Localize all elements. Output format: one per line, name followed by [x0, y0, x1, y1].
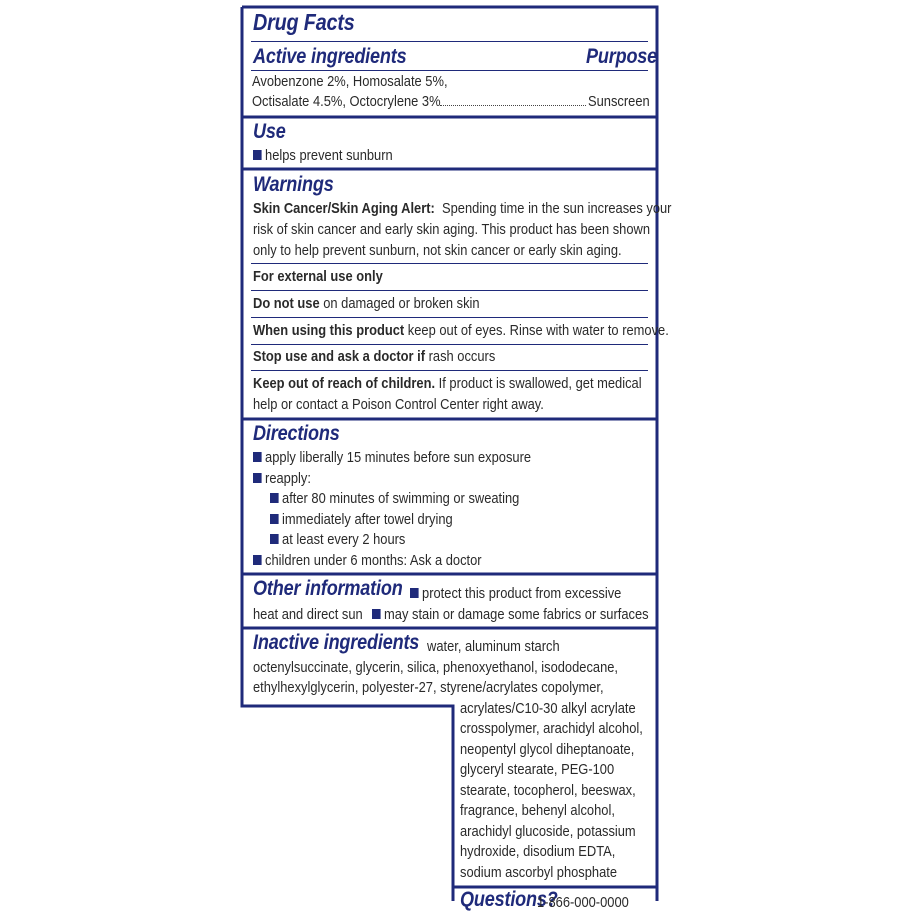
inactive-line: ethylhexylglycerin, polyester-27, styrene/acrylates copolymer,: [253, 679, 604, 696]
warnings-heading: Warnings: [253, 173, 334, 196]
bullet-square-icon: [253, 452, 262, 462]
bullet-square-icon: [372, 609, 381, 619]
bullet-square-icon: [253, 473, 262, 483]
inactive-line: sodium ascorbyl phosphate: [460, 864, 618, 881]
use-heading: Use: [253, 120, 286, 143]
other-item-1-line-2: heat and direct sun: [253, 606, 363, 623]
inactive-line: acrylates/C10-30 alkyl acrylate: [460, 700, 636, 717]
inactive-line: crosspolymer, arachidyl alcohol,: [460, 720, 643, 737]
inactive-line: octenylsuccinate, glycerin, silica, phenoxyethanol, isododecane,: [253, 659, 619, 676]
bullet-square-icon: [270, 534, 279, 544]
active-rule: [251, 70, 648, 71]
purpose-heading: Purpose: [586, 45, 658, 68]
do-not-use: Do not use on damaged or broken skin: [253, 295, 480, 312]
inactive-line: water, aluminum starch: [427, 638, 560, 655]
bullet-square-icon: [253, 150, 262, 160]
direction-subitem: after 80 minutes of swimming or sweating: [270, 489, 519, 510]
inactive-line: fragrance, behenyl alcohol,: [460, 802, 615, 819]
other-information-heading: Other information: [253, 577, 403, 600]
inactive-line: arachidyl glucoside, potassium: [460, 823, 636, 840]
questions-heading: Questions?: [460, 888, 558, 911]
inactive-line: neopentyl glycol diheptanoate,: [460, 741, 635, 758]
bullet-square-icon: [253, 555, 262, 565]
header-rule: [251, 41, 648, 42]
direction-item: reapply:: [253, 469, 311, 490]
external-use-only: For external use only: [253, 268, 383, 285]
inactive-line: glyceryl stearate, PEG-100: [460, 761, 615, 778]
skin-cancer-alert-line-3: only to help prevent sunburn, not skin cancer or early skin aging.: [253, 242, 622, 259]
keep-out-of-reach-line-2: help or contact a Poison Control Center right away.: [253, 396, 544, 413]
direction-subitem: at least every 2 hours: [270, 530, 405, 551]
warnings-rule-5: [251, 370, 648, 371]
when-using: When using this product keep out of eyes. Rinse with water to remove.: [253, 322, 669, 339]
other-item-2: may stain or damage some fabrics or surfaces: [372, 605, 649, 626]
inactive-ingredients-heading: Inactive ingredients: [253, 631, 420, 654]
bullet-square-icon: [270, 493, 279, 503]
keep-out-of-reach-line-1: Keep out of reach of children. If product is swallowed, get medical: [253, 375, 642, 392]
inactive-line: hydroxide, disodium EDTA,: [460, 843, 616, 860]
direction-item: apply liberally 15 minutes before sun exposure: [253, 448, 531, 469]
skin-cancer-alert-line-1: Skin Cancer/Skin Aging Alert: Spending time in the sun increases your: [253, 200, 672, 217]
warnings-rule-3: [251, 317, 648, 318]
use-item: helps prevent sunburn: [253, 146, 393, 167]
warnings-rule-2: [251, 290, 648, 291]
inactive-line: stearate, tocopherol, beeswax,: [460, 782, 636, 799]
warnings-rule-1: [251, 263, 648, 264]
bullet-square-icon: [270, 514, 279, 524]
dot-leader: [440, 105, 586, 106]
active-line-1: Avobenzone 2%, Homosalate 5%,: [252, 73, 448, 90]
other-item-1-line-1: protect this product from excessive: [410, 584, 621, 605]
skin-cancer-alert-line-2: risk of skin cancer and early skin aging. This product has been shown: [253, 221, 651, 238]
purpose-value: Sunscreen: [588, 93, 650, 110]
bullet-square-icon: [410, 588, 419, 598]
active-ingredients-heading: Active ingredients: [253, 45, 407, 68]
drug-facts-title: Drug Facts: [253, 9, 355, 35]
direction-item: children under 6 months: Ask a doctor: [253, 551, 482, 572]
directions-heading: Directions: [253, 422, 340, 445]
questions-phone: 1-866-000-0000: [537, 894, 629, 911]
warnings-rule-4: [251, 344, 648, 345]
stop-use: Stop use and ask a doctor if rash occurs: [253, 348, 496, 365]
direction-subitem: immediately after towel drying: [270, 510, 453, 531]
active-line-2: Octisalate 4.5%, Octocrylene 3%: [252, 93, 441, 110]
